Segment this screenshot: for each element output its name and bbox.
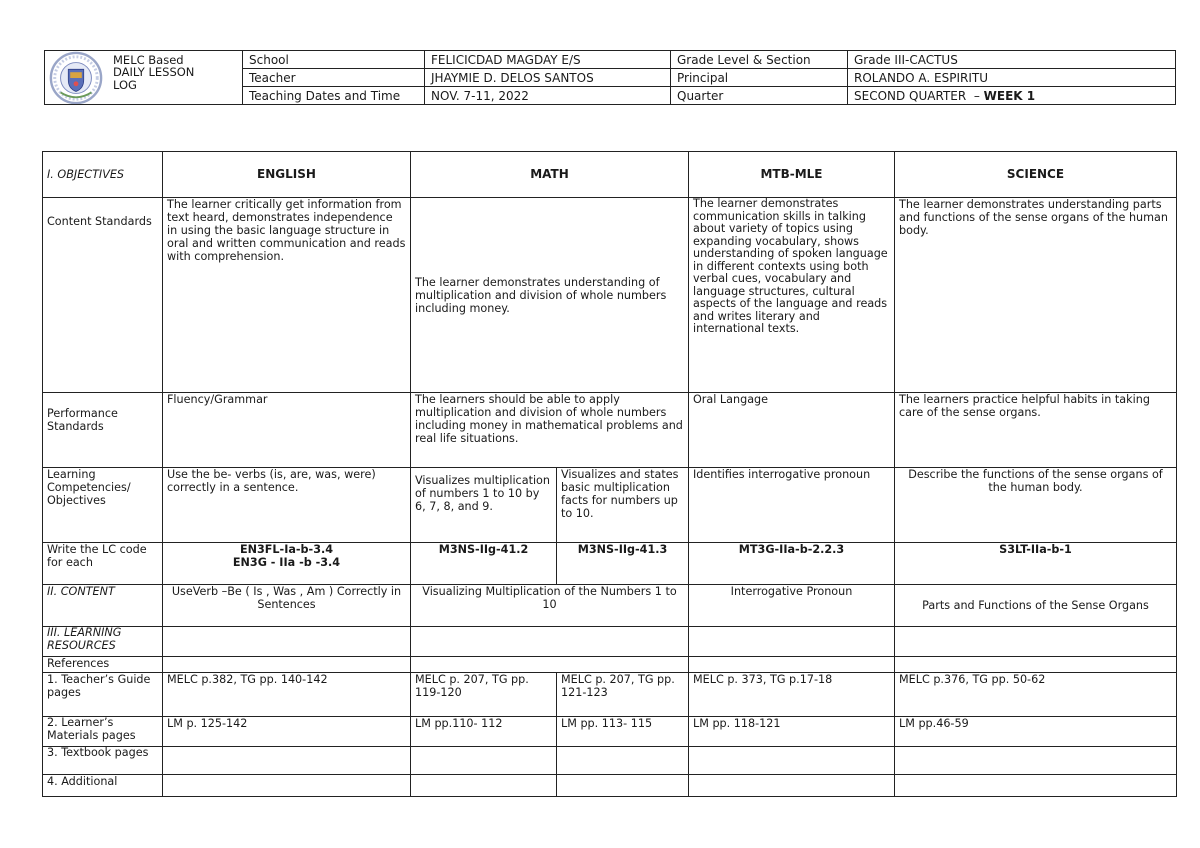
school-label: School bbox=[243, 51, 425, 69]
performance-standards-science: The learners practice helpful habits in taking care of the sense organs. bbox=[895, 393, 1177, 468]
content-standards-mtb: The learner demonstrates communication skills in talking about variety of topics using expanding vocabulary, shows understanding of spoken language in different contexts using both verbal cues, vocabulary and language structures, cultural aspects of the language and reads and writes literary and international texts. bbox=[689, 198, 895, 393]
content-standards-math: The learner demonstrates understanding of multiplication and division of whole numbers including money. bbox=[411, 198, 689, 393]
lc-code-science: S3LT-IIa-b-1 bbox=[895, 543, 1177, 585]
learners-materials-row bbox=[43, 717, 1177, 747]
teacher-label: Teacher bbox=[243, 69, 425, 87]
content-standards-row bbox=[43, 198, 1177, 393]
references-row bbox=[43, 657, 1177, 673]
objectives-label: I. OBJECTIVES bbox=[43, 152, 163, 198]
references-label: References bbox=[43, 657, 163, 673]
content-standards-label: Content Standards bbox=[43, 198, 163, 393]
learning-resources-row bbox=[43, 627, 1177, 657]
learners-materials-english: LM p. 125-142 bbox=[163, 717, 411, 747]
principal-value: ROLANDO A. ESPIRITU bbox=[848, 69, 1176, 87]
competencies-row bbox=[43, 468, 1177, 543]
quarter-text: SECOND QUARTER – bbox=[854, 88, 984, 103]
quarter-label: Quarter bbox=[671, 87, 848, 105]
subject-math: MATH bbox=[411, 152, 689, 198]
content-row bbox=[43, 585, 1177, 627]
textbook-label: 3. Textbook pages bbox=[43, 747, 163, 775]
performance-standards-math: The learners should be able to apply multiplication and division of whole numbers including money in mathematical problems and real life situations. bbox=[411, 393, 689, 468]
teachers-guide-science: MELC p.376, TG pp. 50-62 bbox=[895, 673, 1177, 717]
grade-value: Grade III-CACTUS bbox=[848, 51, 1176, 69]
additional-label: 4. Additional bbox=[43, 775, 163, 797]
content-english: UseVerb –Be ( Is , Was , Am ) Correctly in Sentences bbox=[163, 585, 411, 627]
learners-materials-math-2: LM pp. 113- 115 bbox=[557, 717, 689, 747]
deped-seal-icon bbox=[47, 51, 105, 105]
dates-label: Teaching Dates and Time bbox=[243, 87, 425, 105]
content-science: Parts and Functions of the Sense Organs bbox=[895, 585, 1177, 627]
performance-standards-mtb: Oral Langage bbox=[689, 393, 895, 468]
learners-materials-science: LM pp.46-59 bbox=[895, 717, 1177, 747]
objectives-header-row bbox=[43, 152, 1177, 198]
dates-value: NOV. 7-11, 2022 bbox=[425, 87, 671, 105]
performance-standards-row bbox=[43, 393, 1177, 468]
teachers-guide-mtb: MELC p. 373, TG p.17-18 bbox=[689, 673, 895, 717]
lc-code-row bbox=[43, 543, 1177, 585]
teachers-guide-label: 1. Teacher’s Guide pages bbox=[43, 673, 163, 717]
log-title-cell bbox=[45, 51, 243, 105]
quarter-week: WEEK 1 bbox=[983, 88, 1036, 103]
lc-code-english-1: EN3FL-Ia-b-3.4 bbox=[239, 543, 334, 556]
learners-materials-mtb: LM pp. 118-121 bbox=[689, 717, 895, 747]
subject-science: SCIENCE bbox=[895, 152, 1177, 198]
lc-code-english-2: EN3G - IIa -b -3.4 bbox=[232, 556, 341, 569]
content-math: Visualizing Multiplication of the Numbers 1 to 10 bbox=[411, 585, 689, 627]
principal-label: Principal bbox=[671, 69, 848, 87]
grade-label: Grade Level & Section bbox=[671, 51, 848, 69]
subject-english: ENGLISH bbox=[163, 152, 411, 198]
teacher-value: JHAYMIE D. DELOS SANTOS bbox=[425, 69, 671, 87]
competencies-mtb: Identifies interrogative pronoun bbox=[689, 468, 895, 543]
teachers-guide-english: MELC p.382, TG pp. 140-142 bbox=[163, 673, 411, 717]
learning-resources-label: III. LEARNING RESOURCES bbox=[43, 627, 163, 657]
lc-code-math-2: M3NS-IIg-41.3 bbox=[557, 543, 689, 585]
lc-code-label: Write the LC code for each bbox=[43, 543, 163, 585]
performance-standards-english: Fluency/Grammar bbox=[163, 393, 411, 468]
teachers-guide-row bbox=[43, 673, 1177, 717]
content-standards-science: The learner demonstrates understanding parts and functions of the sense organs of the human body. bbox=[895, 198, 1177, 393]
quarter-value bbox=[848, 87, 1176, 105]
competencies-math-1: Visualizes multiplication of numbers 1 to 10 by 6, 7, 8, and 9. bbox=[411, 468, 557, 543]
performance-standards-label: Performance Standards bbox=[43, 393, 163, 468]
teachers-guide-math-1: MELC p. 207, TG pp. 119-120 bbox=[411, 673, 557, 717]
teachers-guide-math-2: MELC p. 207, TG pp. 121-123 bbox=[557, 673, 689, 717]
header-table bbox=[44, 50, 1176, 105]
lc-code-english bbox=[163, 543, 411, 585]
school-value: FELICICDAD MAGDAY E/S bbox=[425, 51, 671, 69]
textbook-row bbox=[43, 747, 1177, 775]
competencies-label: Learning Competencies/ Objectives bbox=[43, 468, 163, 543]
learners-materials-math-1: LM pp.110- 112 bbox=[411, 717, 557, 747]
lesson-log-table bbox=[42, 151, 1177, 797]
log-title: MELC Based DAILY LESSON LOG bbox=[113, 52, 195, 92]
content-label: II. CONTENT bbox=[43, 585, 163, 627]
content-mtb: Interrogative Pronoun bbox=[689, 585, 895, 627]
competencies-math-2: Visualizes and states basic multiplication facts for numbers up to 10. bbox=[557, 468, 689, 543]
subject-mtb-mle: MTB-MLE bbox=[689, 152, 895, 198]
learners-materials-label: 2. Learner’s Materials pages bbox=[43, 717, 163, 747]
lc-code-math-1: M3NS-IIg-41.2 bbox=[411, 543, 557, 585]
competencies-science: Describe the functions of the sense organs of the human body. bbox=[895, 468, 1177, 543]
content-standards-english: The learner critically get information from text heard, demonstrates independence in using the basic language structure in oral and written communication and reads with comprehension. bbox=[163, 198, 411, 393]
competencies-english: Use the be- verbs (is, are, was, were) correctly in a sentence. bbox=[163, 468, 411, 543]
additional-row bbox=[43, 775, 1177, 797]
lc-code-mtb: MT3G-IIa-b-2.2.3 bbox=[689, 543, 895, 585]
